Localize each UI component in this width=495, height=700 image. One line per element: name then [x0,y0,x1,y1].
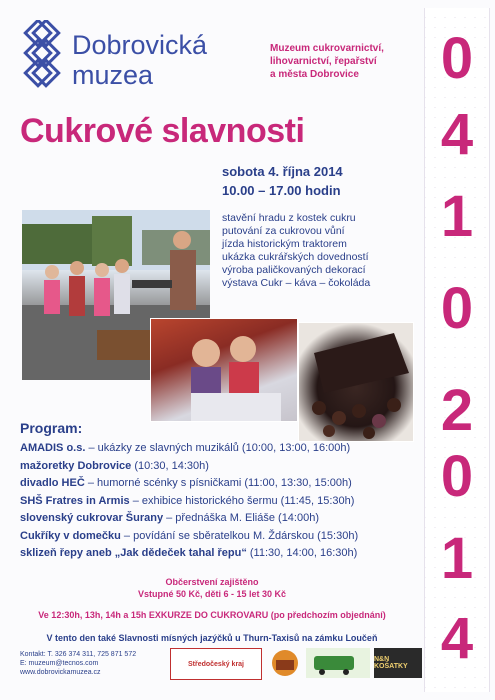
activity-item: stavění hradu z kostek cukru [222,212,356,224]
program-desc: – přednáška M. Eliáše (14:00h) [163,512,319,524]
event-time: 10.00 – 17.00 hodin [222,183,341,198]
photo-chocolates [298,322,414,442]
refreshment-info [0,576,424,600]
program-desc: (10:30, 14:30h) [131,459,209,472]
contact-line: www.dobrovickamuzea.cz [20,669,101,676]
logo-line-2: muzea [72,60,154,90]
program-desc: – povídání se sběratelkou M. Ždárskou (15:30h) [120,529,359,542]
museum-name [270,42,420,81]
excursion-note: Ve 12:30h, 13h, 14h a 15h EXKURZE DO CUKROVARU (po předchozím objednání) [38,610,386,620]
date-digit: 0 [440,444,474,509]
logo-text [72,30,207,90]
admission: Vstupné 50 Kč, děti 6 - 15 let 30 Kč [137,589,287,599]
activity-item: putování za cukrovou vůní [222,225,345,237]
program-desc: – humorné scénky s písničkami (11:00, 13:30, 15:00h) [84,477,352,489]
program-performer: mažoretky Dobrovice [20,459,132,472]
date-digit: 0 [440,26,474,91]
sponsor-kraj: Středočeský kraj [170,648,262,680]
date-digit: 1 [440,184,474,249]
program-desc: – ukázky ze slavných muzikálů (10:00, 13:00, 16:00h) [85,442,351,454]
also-note: V tento den také Slavnosti mísných jazýčků u Thurn-Taxisů na zámku Loučeň [46,633,378,643]
museum-line: lihovarnictví, řepařství [270,56,377,67]
program-performer: Cukříky v domečku [20,529,121,542]
program-desc: – exhibice historického šermu (11:45, 15:30h) [129,494,355,507]
date-digit: 2 [440,378,474,443]
program-performer: AMADIS o.s. [20,442,86,454]
date-digit: 0 [440,276,474,341]
date-digit: 4 [440,102,474,167]
program-list [20,440,425,563]
activity-list [222,212,370,290]
program-performer: sklizeň řepy aneb „Jak dědeček tahal řepu“ [20,547,247,559]
museum-line: Muzeum cukrovarnictví, [270,43,384,54]
program-performer: slovenský cukrovar Šurany [20,512,164,524]
program-desc: (11:30, 14:00, 16:30h) [246,547,358,559]
museum-logo-icon [20,20,62,90]
program-performer: divadlo HEČ [20,477,85,489]
activity-item: jízda historickým traktorem [222,238,347,250]
event-date: sobota 4. října 2014 [222,164,343,179]
sponsor-bus-icon [306,648,370,678]
museum-line: a města Dobrovice [270,69,359,80]
sponsor-emblem-icon [268,648,302,678]
program-item [20,440,425,458]
sponsor-kosatky: N&N KOŠATKY [374,648,422,678]
contact-line: E: muzeum@tecnos.com [20,660,99,667]
activity-item: ukázka cukrářských dovedností [222,251,369,263]
program-item [20,458,425,476]
photo-children [150,318,298,422]
activity-item: výstava Cukr – káva – čokoláda [222,277,371,289]
program-item [20,545,425,563]
program-heading: Program: [20,420,83,436]
logo-line-1: Dobrovická [72,30,208,60]
activity-item: výroba paličkovaných dekorací [222,264,366,276]
event-title: Cukrové slavnosti [20,112,305,150]
date-digit: 1 [440,526,474,591]
program-item [20,528,425,546]
program-item [20,510,425,528]
date-column [424,8,490,692]
program-item [20,475,425,493]
contact-info [20,650,136,677]
refreshments: Občerstvení zajištěno [165,577,259,587]
contact-line: Kontakt: T. 326 374 311, 725 871 572 [20,651,137,658]
date-digit: 4 [440,606,474,671]
program-performer: SHŠ Fratres in Armis [20,494,130,507]
program-item [20,493,425,511]
